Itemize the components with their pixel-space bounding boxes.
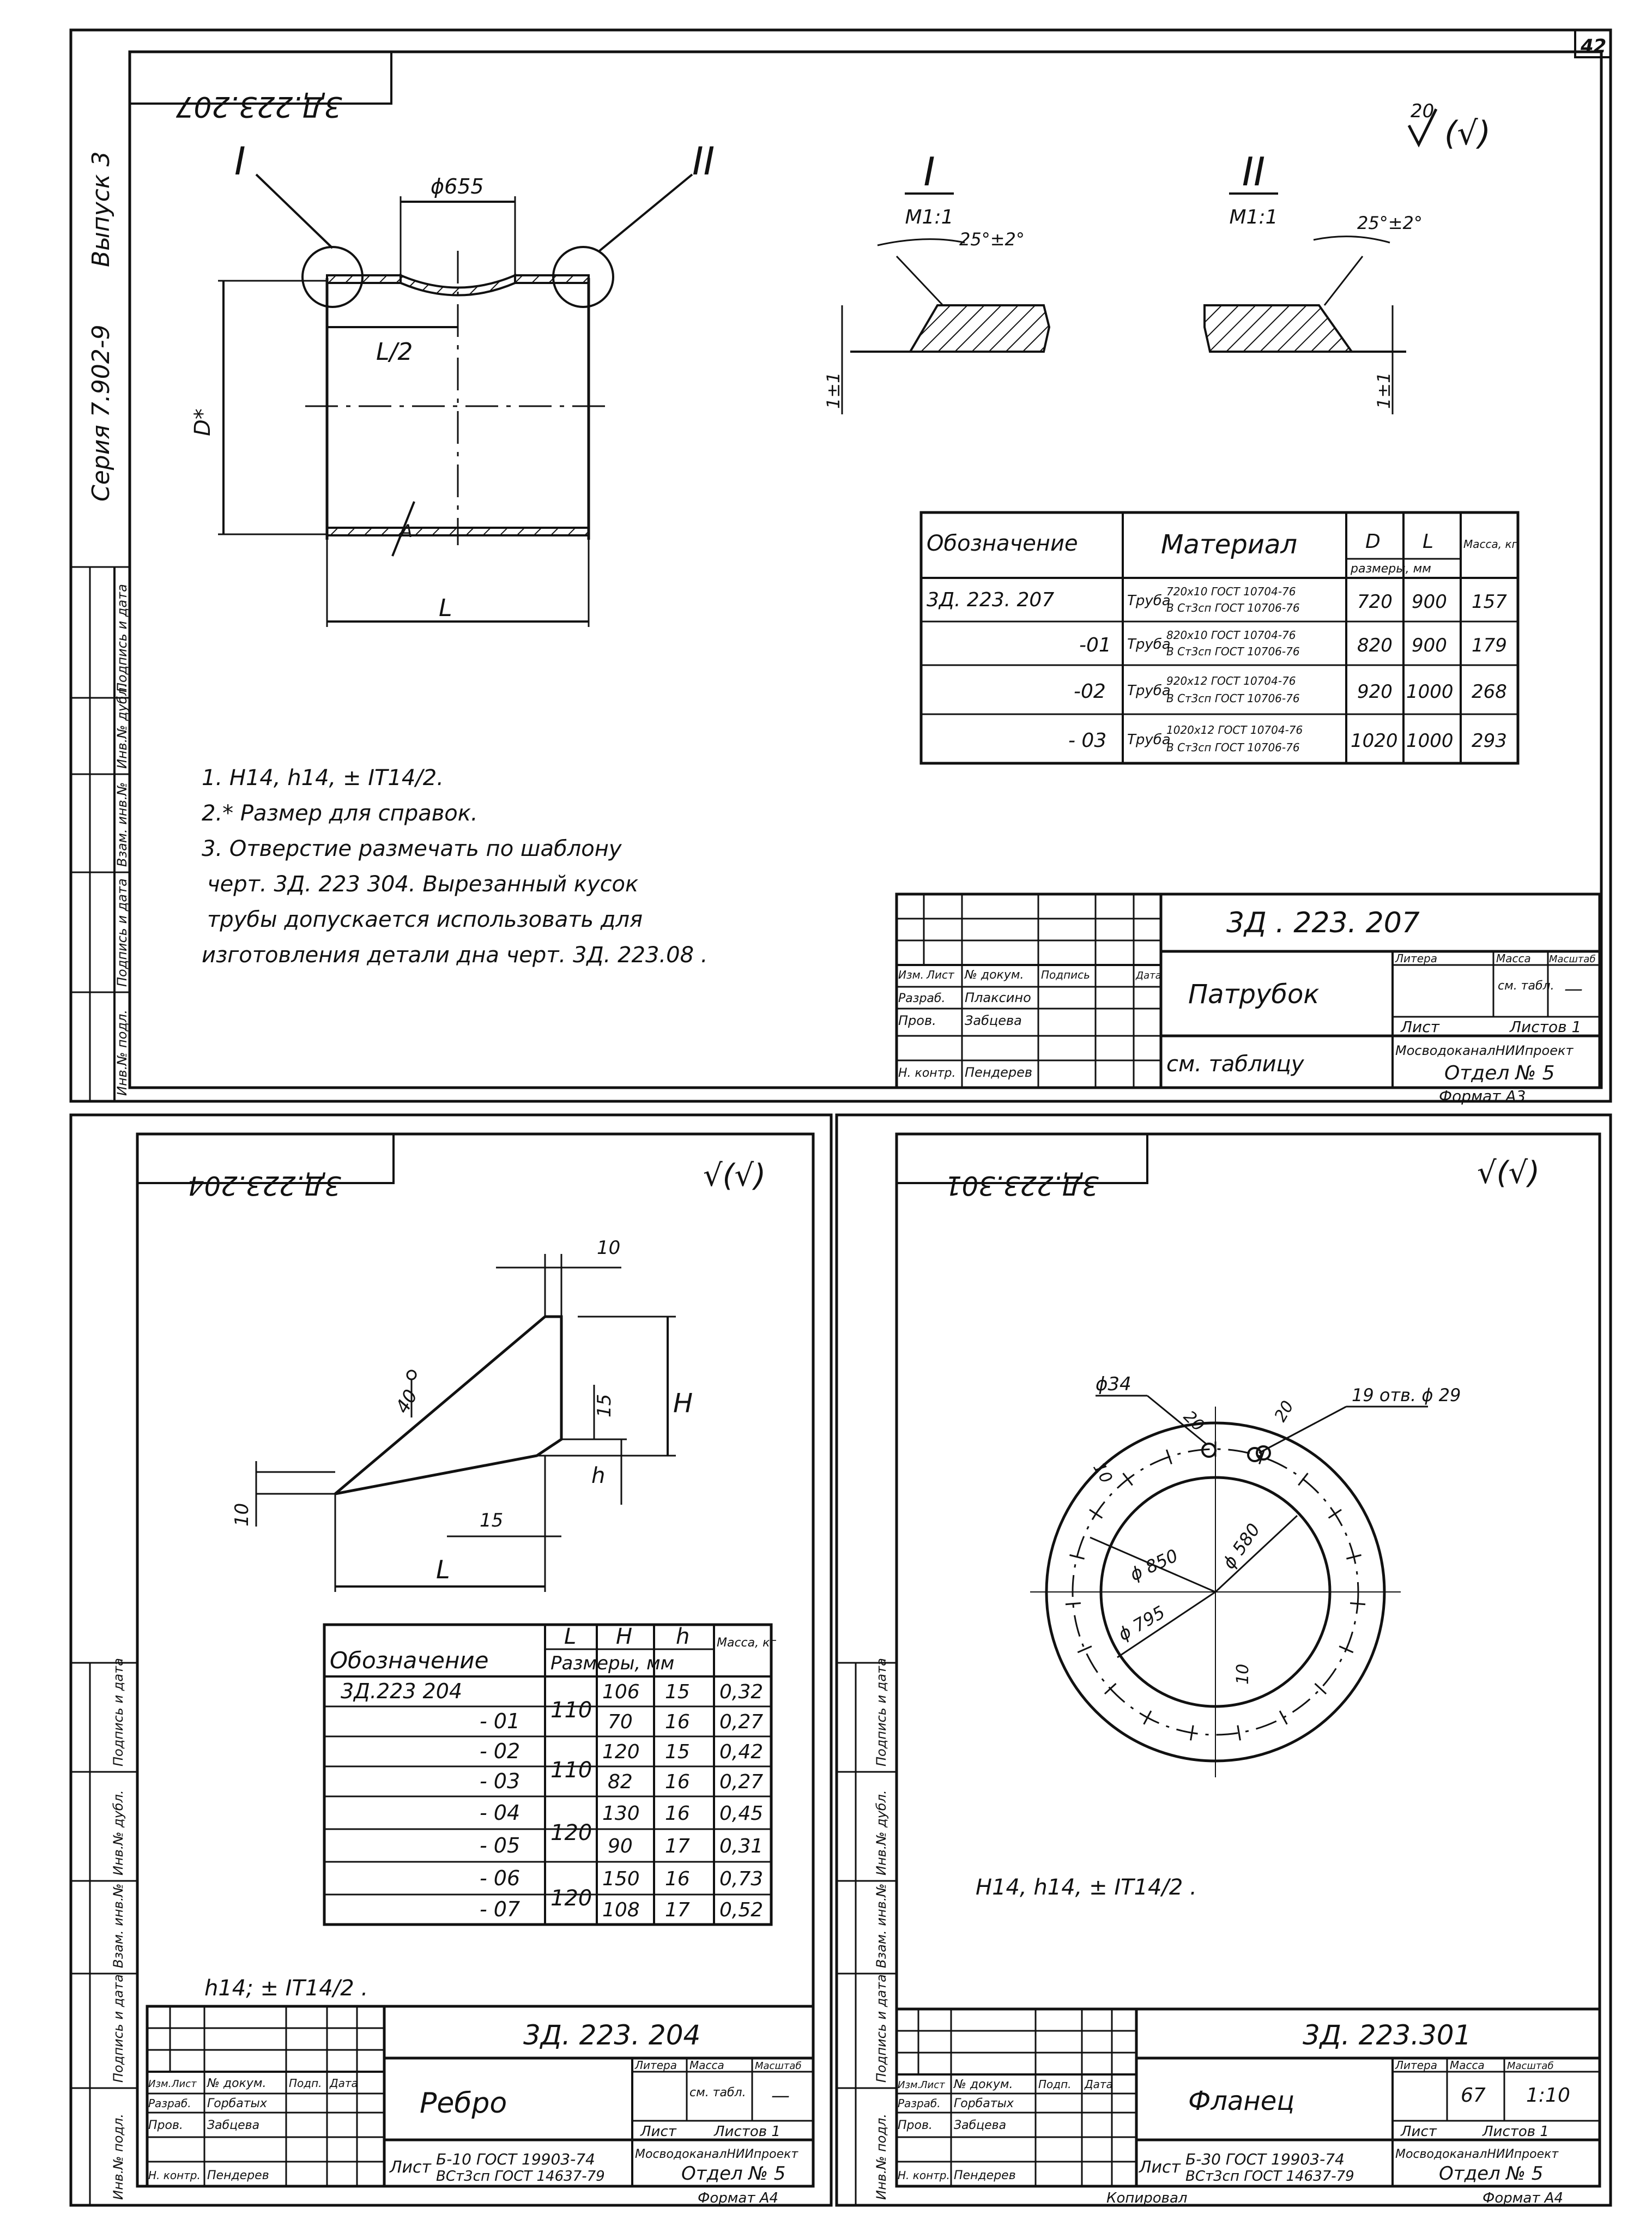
svg-text:см. таблицу: см. таблицу <box>1166 1052 1304 1077</box>
svg-text:h: h <box>676 1624 690 1649</box>
svg-text:15: 15 <box>665 1741 690 1763</box>
svg-text:Лист: Лист <box>640 2124 676 2140</box>
svg-text:Подп.: Подп. <box>289 2077 322 2090</box>
svg-text:Масса: Масса <box>689 2059 724 2072</box>
svg-text:16: 16 <box>665 1868 690 1890</box>
svg-text:2.* Размер для справок.: 2.* Размер для справок. <box>202 801 478 826</box>
svg-text:130: 130 <box>602 1802 640 1825</box>
svg-text:Пендерев: Пендерев <box>954 2169 1016 2182</box>
svg-text:Взам. инв.№: Взам. инв.№ <box>874 1883 889 1968</box>
svg-text:Труба: Труба <box>1127 683 1171 699</box>
series-column <box>87 152 115 1101</box>
svg-text:Лист: Лист <box>927 968 954 981</box>
svg-text:15: 15 <box>480 1510 504 1531</box>
svg-text:размеры, мм: размеры, мм <box>1351 562 1431 576</box>
stamp-label-3: Подпись и дата <box>114 878 130 987</box>
dim-hole: ϕ655 <box>431 174 484 198</box>
svg-text:Масса, кг: Масса, кг <box>717 1636 776 1650</box>
svg-text:820: 820 <box>1357 635 1393 656</box>
svg-text:110: 110 <box>550 1758 592 1783</box>
dim-half-l: L/2 <box>376 338 413 366</box>
svg-text:Пров.: Пров. <box>898 2119 933 2132</box>
frame-br <box>837 1115 1611 2205</box>
svg-text:Подпись: Подпись <box>1041 968 1090 981</box>
svg-text:Лист: Лист <box>172 2078 197 2090</box>
svg-text:—: — <box>1564 978 1583 1000</box>
svg-text:Горбатых: Горбатых <box>954 2097 1014 2110</box>
svg-text:Масса: Масса <box>1450 2059 1485 2072</box>
svg-text:Труба: Труба <box>1127 636 1171 653</box>
title-block-top <box>897 894 1600 1105</box>
svg-text:90: 90 <box>608 1835 633 1857</box>
svg-text:Забцева: Забцева <box>207 2119 260 2132</box>
svg-text:ϕ34: ϕ34 <box>1096 1373 1131 1395</box>
weld-mark: A <box>401 521 413 541</box>
svg-text:D: D <box>1365 530 1381 553</box>
svg-text:L: L <box>436 1555 450 1584</box>
inner-frame-br <box>897 1134 1600 2186</box>
svg-text:Листов 1: Листов 1 <box>1510 1018 1582 1036</box>
svg-text:17: 17 <box>665 1835 690 1857</box>
svg-text:Формат А4: Формат А4 <box>1482 2190 1564 2206</box>
svg-text:19 отв. ϕ 29: 19 отв. ϕ 29 <box>1352 1385 1461 1405</box>
svg-text:Б-10 ГОСТ 19903-74: Б-10 ГОСТ 19903-74 <box>436 2150 595 2168</box>
svg-text:720: 720 <box>1357 591 1393 613</box>
bolt-hole-centerline <box>1339 1646 1353 1652</box>
issue-label: Выпуск 3 <box>87 151 115 267</box>
svg-text:Дата: Дата <box>1136 970 1161 981</box>
rib-row-code-6: - 06 <box>480 1866 521 1890</box>
svg-text:Подп.: Подп. <box>1038 2078 1072 2091</box>
dim-l: L <box>439 594 452 622</box>
rib-row-code-4: - 04 <box>480 1801 521 1825</box>
svg-text:L: L <box>1423 530 1434 553</box>
svg-text:Лист: Лист <box>920 2079 945 2091</box>
title-code-br: 3Д. 223.301 <box>1303 2019 1472 2051</box>
svg-text:0,31: 0,31 <box>719 1835 764 1857</box>
svg-text:0,27: 0,27 <box>719 1771 764 1793</box>
svg-text:920: 920 <box>1357 681 1393 703</box>
svg-text:Масштаб: Масштаб <box>755 2060 802 2072</box>
bolt-hole-centerline <box>1123 1473 1132 1485</box>
roughness-bl <box>703 1158 766 1193</box>
title-block-br <box>897 2009 1600 2206</box>
svg-text:900: 900 <box>1412 635 1447 656</box>
svg-text:Разраб.: Разраб. <box>898 2097 941 2110</box>
side-stamp-br <box>837 1658 897 2205</box>
mirror-code-br: 3Д.223.301 <box>945 1170 1099 1201</box>
svg-text:Отдел № 5: Отдел № 5 <box>1439 2163 1544 2185</box>
svg-text:Инв.№ дубл.: Инв.№ дубл. <box>874 1790 889 1875</box>
rib-row-code-5: - 05 <box>480 1833 521 1857</box>
svg-text:0,45: 0,45 <box>719 1802 764 1825</box>
rib-row-code-3: - 03 <box>480 1769 521 1793</box>
svg-text:Труба: Труба <box>1127 732 1171 748</box>
svg-text:67: 67 <box>1461 2084 1486 2107</box>
svg-text:293: 293 <box>1472 730 1507 752</box>
svg-text:179: 179 <box>1472 635 1507 656</box>
side-stamp-bl <box>71 1658 137 2205</box>
svg-text:√(√): √(√) <box>703 1158 766 1193</box>
svg-text:В Ст3сп ГОСТ 10706-76: В Ст3сп ГОСТ 10706-76 <box>1166 741 1300 754</box>
svg-text:Лист: Лист <box>1401 2124 1437 2140</box>
svg-text:Н. контр.: Н. контр. <box>898 2169 950 2182</box>
svg-text:Инв.№ дубл.: Инв.№ дубл. <box>111 1790 126 1875</box>
svg-text:25°±2°: 25°±2° <box>1357 213 1423 233</box>
mirror-code-bl: 3Д.223.204 <box>187 1170 341 1201</box>
svg-text:Обозначение: Обозначение <box>330 1647 489 1674</box>
detail-2 <box>1205 149 1423 414</box>
detail-1 <box>823 149 1049 414</box>
svg-text:268: 268 <box>1472 681 1507 703</box>
svg-text:черт. 3Д. 223 304. Вырезанный: черт. 3Д. 223 304. Вырезанный кусок <box>207 872 639 897</box>
top-notes <box>202 765 707 968</box>
svg-text:Листов 1: Листов 1 <box>714 2124 780 2140</box>
svg-text:В Ст3сп ГОСТ 10706-76: В Ст3сп ГОСТ 10706-76 <box>1166 601 1300 614</box>
dim-d: D* <box>190 408 215 436</box>
svg-text:Пендерев: Пендерев <box>965 1065 1033 1080</box>
svg-text:106: 106 <box>602 1681 640 1703</box>
svg-text:120: 120 <box>550 1820 592 1845</box>
top-table <box>921 512 1518 763</box>
svg-text:М1:1: М1:1 <box>1229 206 1278 228</box>
svg-text:Изм.: Изм. <box>148 2078 172 2090</box>
svg-text:15: 15 <box>594 1394 615 1417</box>
bolt-hole-centerline <box>1238 1726 1240 1741</box>
svg-text:15: 15 <box>665 1681 690 1703</box>
svg-text:Отдел № 5: Отдел № 5 <box>681 2163 786 2185</box>
svg-text:Подпись и дата: Подпись и дата <box>111 1658 126 1766</box>
svg-text:10: 10 <box>597 1237 621 1259</box>
svg-text:МосводоканалНИИпроект: МосводоканалНИИпроект <box>1395 1043 1574 1058</box>
svg-text:(√): (√) <box>1444 114 1491 153</box>
svg-text:Разраб.: Разраб. <box>148 2097 191 2110</box>
series-label: Серия 7.902-9 <box>87 324 115 502</box>
page-number: 42 <box>1581 35 1607 57</box>
svg-text:ϕ 580: ϕ 580 <box>1218 1519 1264 1573</box>
svg-text:25°±2°: 25°±2° <box>959 229 1025 250</box>
title-name-bl: Ребро <box>420 2087 507 2120</box>
svg-text:16: 16 <box>665 1802 690 1825</box>
svg-text:10: 10 <box>1233 1663 1252 1685</box>
svg-text:ϕ 795: ϕ 795 <box>1115 1601 1169 1645</box>
svg-text:Труба: Труба <box>1127 593 1171 609</box>
svg-text:Литера: Литера <box>1395 2059 1437 2072</box>
svg-text:Пендерев: Пендерев <box>207 2169 269 2182</box>
svg-text:Пров.: Пров. <box>148 2119 183 2132</box>
svg-text:Б-30 ГОСТ 19903-74: Б-30 ГОСТ 19903-74 <box>1185 2150 1345 2168</box>
rib-table <box>324 1624 776 1925</box>
bolt-hole-centerline <box>1298 1473 1308 1485</box>
svg-text:Масса, кг: Масса, кг <box>1463 538 1518 551</box>
title-code-top: 3Д . 223. 207 <box>1226 907 1420 939</box>
svg-text:Масса: Масса <box>1496 952 1531 965</box>
svg-text:Лист: Лист <box>1401 1018 1439 1036</box>
svg-text:Инв.№ подл.: Инв.№ подл. <box>111 2114 126 2200</box>
stamp-label-0: Подпись и дата <box>114 584 130 692</box>
svg-text:В Ст3сп ГОСТ 10706-76: В Ст3сп ГОСТ 10706-76 <box>1166 692 1300 705</box>
row-code-3: - 03 <box>1068 729 1107 752</box>
svg-text:Формат А4: Формат А4 <box>698 2190 779 2206</box>
svg-text:№ докум.: № докум. <box>965 968 1024 982</box>
svg-text:I: I <box>923 149 935 195</box>
bolt-hole-centerline <box>1280 1711 1287 1724</box>
bolt-hole-centerline <box>1066 1603 1081 1604</box>
flange-drawing <box>1030 1373 1461 1777</box>
svg-text:Взам. инв.№: Взам. инв.№ <box>111 1883 126 1968</box>
bolt-hole-centerline <box>1144 1711 1151 1724</box>
svg-text:Обозначение: Обозначение <box>927 531 1078 556</box>
svg-text:0,42: 0,42 <box>719 1741 764 1763</box>
svg-text:Лист: Лист <box>390 2158 432 2177</box>
svg-text:10: 10 <box>1089 1459 1116 1487</box>
row-code-1: -01 <box>1079 634 1111 656</box>
rib-row-code-0: 3Д.223 204 <box>341 1679 463 1703</box>
svg-text:120: 120 <box>602 1741 640 1763</box>
svg-text:Отдел № 5: Отдел № 5 <box>1444 1062 1555 1084</box>
svg-text:H: H <box>673 1388 693 1419</box>
svg-text:1. Н14, h14, ± IT14/2.: 1. Н14, h14, ± IT14/2. <box>202 765 444 791</box>
stamp-label-1: Инв.№ дубл. <box>114 683 130 769</box>
svg-text:H: H <box>616 1624 633 1649</box>
svg-text:Подпись и дата: Подпись и дата <box>874 1974 889 2083</box>
side-stamp-top <box>71 567 130 1101</box>
bolt-hole-centerline <box>1078 1646 1092 1652</box>
svg-text:трубы допускается использовать: трубы допускается использовать для <box>207 907 643 932</box>
svg-text:см. табл.: см. табл. <box>689 2086 746 2100</box>
svg-text:20: 20 <box>1411 100 1435 122</box>
svg-text:0,27: 0,27 <box>719 1711 764 1733</box>
svg-text:Плаксино: Плаксино <box>965 990 1031 1005</box>
svg-text:—: — <box>771 2085 790 2107</box>
svg-text:ВСт3сп ГОСТ 14637-79: ВСт3сп ГОСТ 14637-79 <box>1185 2168 1354 2185</box>
svg-text:Формат А3: Формат А3 <box>1439 1087 1526 1105</box>
rib-row-code-2: - 02 <box>480 1739 521 1763</box>
svg-text:Разраб.: Разраб. <box>898 992 946 1005</box>
svg-text:900: 900 <box>1412 591 1447 613</box>
svg-text:157: 157 <box>1472 591 1507 613</box>
svg-text:20: 20 <box>1270 1397 1298 1425</box>
svg-text:В Ст3сп ГОСТ 10706-76: В Ст3сп ГОСТ 10706-76 <box>1166 645 1300 658</box>
svg-text:120: 120 <box>550 1886 592 1911</box>
svg-text:Литера: Литера <box>1395 952 1437 965</box>
svg-text:Листов 1: Листов 1 <box>1482 2124 1549 2140</box>
bolt-hole-centerline <box>1090 1510 1102 1518</box>
svg-text:МосводоканалНИИпроект: МосводоканалНИИпроект <box>1395 2147 1559 2161</box>
svg-text:Подпись и дата: Подпись и дата <box>874 1658 889 1766</box>
svg-text:ϕ 850: ϕ 850 <box>1127 1545 1182 1585</box>
stamp-label-4: Инв.№ подл. <box>114 1010 130 1096</box>
svg-text:0,73: 0,73 <box>719 1868 764 1890</box>
title-code-bl: 3Д. 223. 204 <box>523 2019 701 2051</box>
svg-text:√(√): √(√) <box>1477 1155 1540 1191</box>
svg-text:820х10 ГОСТ 10704-76: 820х10 ГОСТ 10704-76 <box>1166 629 1296 642</box>
svg-text:№ докум.: № докум. <box>954 2078 1013 2091</box>
stamp-label-2: Взам. инв.№ <box>114 782 130 867</box>
rib-note: h14; ± IT14/2 . <box>204 1976 368 2001</box>
svg-text:1000: 1000 <box>1406 730 1454 752</box>
svg-text:Масштаб: Масштаб <box>1549 954 1596 965</box>
svg-text:1020х12 ГОСТ 10704-76: 1020х12 ГОСТ 10704-76 <box>1166 723 1303 737</box>
pipe-drawing <box>190 139 715 627</box>
svg-text:Дата: Дата <box>1085 2078 1113 2091</box>
svg-text:110: 110 <box>550 1698 592 1723</box>
svg-text:№ докум.: № докум. <box>207 2077 267 2090</box>
svg-text:Масштаб: Масштаб <box>1507 2060 1554 2072</box>
svg-text:Подпись и дата: Подпись и дата <box>111 1974 126 2083</box>
svg-text:Забцева: Забцева <box>965 1013 1022 1028</box>
svg-text:720х10 ГОСТ 10704-76: 720х10 ГОСТ 10704-76 <box>1166 585 1296 598</box>
svg-text:40: 40 <box>391 1386 422 1417</box>
svg-text:0,52: 0,52 <box>719 1899 764 1921</box>
bolt-hole-centerline <box>1329 1510 1341 1518</box>
svg-text:150: 150 <box>602 1868 640 1890</box>
svg-text:Н. контр.: Н. контр. <box>898 1066 956 1080</box>
row-code-2: -02 <box>1074 680 1106 703</box>
title-name-br: Фланец <box>1188 2086 1294 2116</box>
svg-text:920х12 ГОСТ 10704-76: 920х12 ГОСТ 10704-76 <box>1166 674 1296 687</box>
svg-text:10: 10 <box>231 1503 253 1527</box>
svg-text:1020: 1020 <box>1351 730 1398 752</box>
svg-text:70: 70 <box>608 1711 633 1733</box>
svg-text:h: h <box>591 1463 606 1488</box>
svg-text:1000: 1000 <box>1406 681 1454 703</box>
rib-row-code-1: - 01 <box>480 1709 521 1733</box>
roughness-br <box>1477 1155 1540 1191</box>
svg-text:16: 16 <box>665 1771 690 1793</box>
svg-text:МосводоканалНИИпроект: МосводоканалНИИпроект <box>635 2147 798 2161</box>
svg-text:0,32: 0,32 <box>719 1681 764 1703</box>
svg-text:1±1: 1±1 <box>823 372 844 409</box>
svg-text:М1:1: М1:1 <box>905 206 954 228</box>
svg-text:изготовления детали дна чер: изготовления детали дна черт. 3Д. 223.08 . <box>202 943 708 968</box>
svg-text:Горбатых: Горбатых <box>207 2097 267 2110</box>
svg-text:II: II <box>1242 149 1266 195</box>
rib-row-code-7: - 07 <box>480 1897 521 1921</box>
svg-text:Изм.: Изм. <box>898 2079 921 2091</box>
svg-text:Материал: Материал <box>1161 529 1298 560</box>
mirror-code-top: 3Д.223.207 <box>176 90 342 123</box>
svg-text:82: 82 <box>608 1771 633 1793</box>
svg-text:3. Отверстие размечать по шабл: 3. Отверстие размечать по шаблону <box>202 836 622 861</box>
title-block-bl <box>147 2006 813 2206</box>
svg-text:Размеры, мм: Размеры, мм <box>550 1652 675 1674</box>
svg-text:ВСт3сп ГОСТ 14637-79: ВСт3сп ГОСТ 14637-79 <box>436 2168 605 2185</box>
svg-text:Забцева: Забцева <box>954 2119 1007 2132</box>
svg-text:16: 16 <box>665 1711 690 1733</box>
svg-text:17: 17 <box>665 1899 690 1921</box>
svg-text:108: 108 <box>602 1899 640 1921</box>
view-label-1: I <box>234 139 246 184</box>
bolt-hole-centerline <box>1350 1603 1365 1604</box>
rib-drawing <box>231 1237 693 1592</box>
svg-text:1:10: 1:10 <box>1526 2084 1570 2107</box>
svg-text:см. табл.: см. табл. <box>1498 979 1554 993</box>
view-label-2: II <box>692 139 715 184</box>
svg-text:Дата: Дата <box>330 2077 358 2090</box>
svg-text:20: 20 <box>1179 1407 1208 1435</box>
svg-text:Лист: Лист <box>1139 2158 1181 2177</box>
svg-text:Изм.: Изм. <box>898 968 924 981</box>
svg-text:Копировал: Копировал <box>1106 2190 1188 2206</box>
flange-note: Н14, h14, ± IT14/2 . <box>976 1875 1197 1900</box>
row-code-0: 3Д. 223. 207 <box>927 589 1055 611</box>
svg-text:Н. контр.: Н. контр. <box>148 2169 201 2182</box>
svg-text:Литера: Литера <box>635 2059 677 2072</box>
svg-text:Инв.№ подл.: Инв.№ подл. <box>874 2114 889 2200</box>
svg-text:1±1: 1±1 <box>1373 372 1394 409</box>
svg-text:L: L <box>564 1624 577 1649</box>
svg-text:Пров.: Пров. <box>898 1013 936 1028</box>
title-name-top: Патрубок <box>1188 979 1320 1010</box>
roughness-top <box>1409 100 1491 153</box>
